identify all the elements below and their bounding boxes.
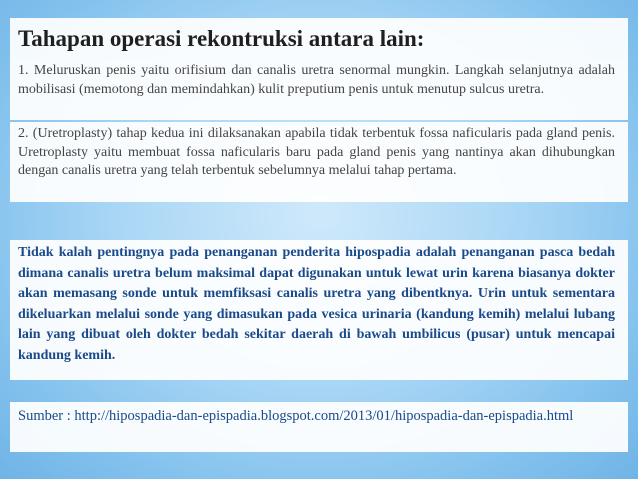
step-2-text: 2. (Uretroplasty) tahap kedua ini dilaksanakan apabila tidak terbentuk fossa naficularis pada gland penis. Uretroplasty yaitu membuat fossa naficularis baru pada gland penis yang nantinya akan dihubungkan dengan canalis uretra yang telah terbentuk sebelumnya melalui tahap pertama. <box>18 126 615 178</box>
step-1-text: 1. Meluruskan penis yaitu orifisium dan canalis uretra senormal mungkin. Langkah selanjutnya adalah mobilisasi (memotong dan memindahkan) kulit preputium penis untuk menutup sulcus uretra. <box>18 63 615 97</box>
slide-title: Tahapan operasi rekontruksi antara lain: <box>18 26 425 51</box>
source-citation: Sumber : http://hipospadia-dan-epispadia.blogspot.com/2013/01/hipospadia-dan-epispadia.html <box>18 408 574 424</box>
post-surgery-paragraph: Tidak kalah pentingnya pada penanganan penderita hipospadia adalah penanganan pasca bedah dimana canalis uretra belum maksimal dapat digunakan untuk lewat urin karena biasanya dokter akan memasang sonde untuk memfiksasi canalis uretra yang dibentknya. Urin untuk sementara dikeluarkan melalui sonde yang dimasukan pada vesica urinaria (kandung kemih) melalui lubang lain yang dibuat oleh dokter bedah sekitar daerah di bawah umbilicus (pusar) untuk mencapai kandung kemih. <box>18 245 615 363</box>
